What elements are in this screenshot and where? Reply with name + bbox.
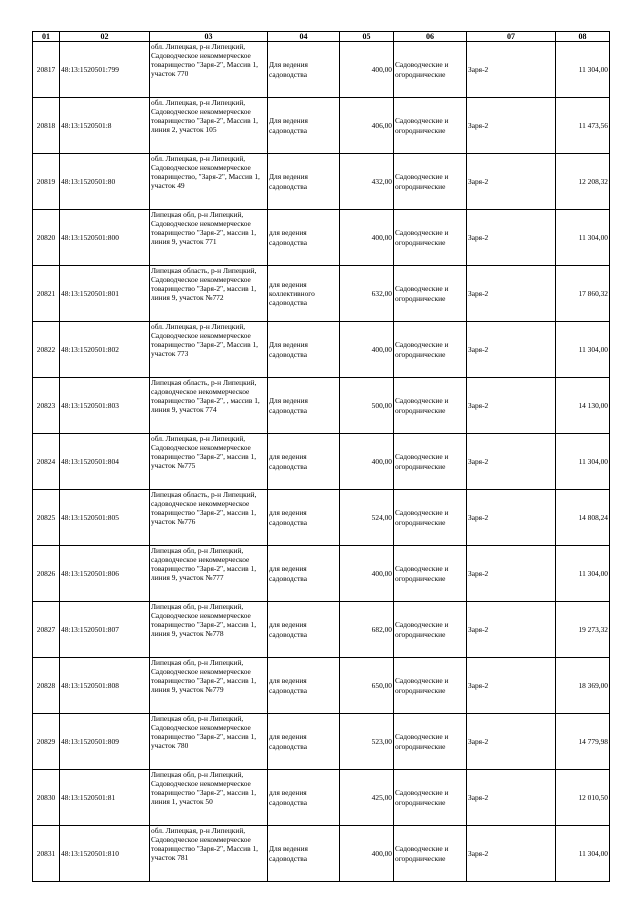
row-number-cell: 20819 xyxy=(33,154,60,210)
cadastral-number-cell: 48:13:1520501:803 xyxy=(60,378,150,434)
row-number-cell: 20827 xyxy=(33,602,60,658)
category-cell: Садоводческие и огороднические xyxy=(394,658,467,714)
partnership-name-cell: Заря-2 xyxy=(467,602,556,658)
partnership-name-cell: Заря-2 xyxy=(467,490,556,546)
address-text: обл. Липецкая, р-н Липецкий, Садоводческое некоммерческое товарищество, "Заря-2", Массив 1, участок 49 xyxy=(151,154,260,191)
column-header-05: 05 xyxy=(340,32,394,42)
table-row xyxy=(33,266,610,322)
table-row xyxy=(33,490,610,546)
category-cell: Садоводческие и огороднические xyxy=(394,98,467,154)
category-cell: Садоводческие и огороднические xyxy=(394,490,467,546)
cadastral-number-cell: 48:13:1520501:805 xyxy=(60,490,150,546)
table-row xyxy=(33,602,610,658)
address-text: обл. Липецкая, р-н Липецкий, Садоводческое некоммерческое товарищество "Заря-2", Массив 1, участок 781 xyxy=(151,826,259,863)
column-header-03: 03 xyxy=(150,32,268,42)
category-cell: Садоводческие и огороднические xyxy=(394,154,467,210)
partnership-name-cell: Заря-2 xyxy=(467,98,556,154)
permitted-use-cell: Для ведения садоводства xyxy=(268,154,340,210)
category-cell: Садоводческие и огороднические xyxy=(394,434,467,490)
cadastral-number-cell: 48:13:1520501:804 xyxy=(60,434,150,490)
address-cell xyxy=(150,602,268,658)
address-cell xyxy=(150,322,268,378)
cadastral-number-cell: 48:13:1520501:800 xyxy=(60,210,150,266)
column-header-02: 02 xyxy=(60,32,150,42)
partnership-name-cell: Заря-2 xyxy=(467,378,556,434)
cadastral-number-cell: 48:13:1520501:81 xyxy=(60,770,150,826)
value-cell: 11 304,00 xyxy=(556,42,610,98)
category-cell: Садоводческие и огороднические xyxy=(394,546,467,602)
area-cell: 523,00 xyxy=(340,714,394,770)
address-text: Липецкая обл, р-н Липецкий, Садоводческое некоммерческое товарищество "Заря-2", массив 1, линия 1, участок 50 xyxy=(151,770,257,807)
cadastral-number-cell: 48:13:1520501:810 xyxy=(60,826,150,882)
partnership-name-cell: Заря-2 xyxy=(467,658,556,714)
category-cell: Садоводческие и огороднические xyxy=(394,322,467,378)
value-cell: 11 304,00 xyxy=(556,434,610,490)
partnership-name-cell: Заря-2 xyxy=(467,770,556,826)
value-cell: 19 273,32 xyxy=(556,602,610,658)
area-cell: 524,00 xyxy=(340,490,394,546)
cadastral-number-cell: 48:13:1520501:808 xyxy=(60,658,150,714)
address-text: Липецкая область, р-н Липецкий, садоводческое некоммерческое товарищество "Заря-2", массив 1, участок №776 xyxy=(151,490,257,527)
table-row xyxy=(33,42,610,98)
table-row xyxy=(33,770,610,826)
address-text: Липецкая область, р-н Липецкий, садоводческое некоммерческое товарищество "Заря-2", , массив 1, линия 9, участок 774 xyxy=(151,378,260,415)
value-cell: 11 473,56 xyxy=(556,98,610,154)
area-cell: 400,00 xyxy=(340,322,394,378)
cadastral-number-cell: 48:13:1520501:8 xyxy=(60,98,150,154)
row-number-cell: 20818 xyxy=(33,98,60,154)
address-cell xyxy=(150,546,268,602)
value-cell: 18 369,00 xyxy=(556,658,610,714)
row-number-cell: 20831 xyxy=(33,826,60,882)
cadastral-number-cell: 48:13:1520501:801 xyxy=(60,266,150,322)
area-cell: 632,00 xyxy=(340,266,394,322)
permitted-use-cell: Для ведения садоводства xyxy=(268,826,340,882)
document-page xyxy=(32,31,609,882)
address-cell xyxy=(150,98,268,154)
address-cell xyxy=(150,714,268,770)
column-header-08: 08 xyxy=(556,32,610,42)
cadastral-number-cell: 48:13:1520501:807 xyxy=(60,602,150,658)
area-cell: 400,00 xyxy=(340,42,394,98)
address-cell xyxy=(150,210,268,266)
table-body xyxy=(33,42,610,882)
address-text: обл. Липецкая, р-н Липецкий, Садоводческое некоммерческое товарищество "Заря-2", массив 1, участок №775 xyxy=(151,434,257,471)
row-number-cell: 20822 xyxy=(33,322,60,378)
partnership-name-cell: Заря-2 xyxy=(467,210,556,266)
value-cell: 12 208,32 xyxy=(556,154,610,210)
table-row xyxy=(33,322,610,378)
value-cell: 17 860,32 xyxy=(556,266,610,322)
value-cell: 12 010,50 xyxy=(556,770,610,826)
address-text: обл. Липецкая, р-н Липецкий, Садоводческое некоммерческое товарищество "Заря-2", Массив 1, участок 773 xyxy=(151,322,259,359)
area-cell: 400,00 xyxy=(340,826,394,882)
partnership-name-cell: Заря-2 xyxy=(467,826,556,882)
partnership-name-cell: Заря-2 xyxy=(467,322,556,378)
cadastral-number-cell: 48:13:1520501:806 xyxy=(60,546,150,602)
table-row xyxy=(33,98,610,154)
permitted-use-cell: для ведения садоводства xyxy=(268,434,340,490)
land-plots-table xyxy=(32,31,610,882)
address-cell xyxy=(150,154,268,210)
address-text: обл. Липецкая, р-н Липецкий, Садоводческое некоммерческое товарищество "Заря-2", Массив 1, участок 770 xyxy=(151,42,259,79)
table-row xyxy=(33,714,610,770)
row-number-cell: 20825 xyxy=(33,490,60,546)
address-text: Липецкая обл, р-н Липецкий, садоводческое некоммерческое товарищество "Заря-2", массив 1, линия 9, участок №777 xyxy=(151,546,257,583)
value-cell: 11 304,00 xyxy=(556,546,610,602)
permitted-use-cell: для ведения садоводства xyxy=(268,210,340,266)
category-cell: Садоводческие и огороднические xyxy=(394,210,467,266)
area-cell: 432,00 xyxy=(340,154,394,210)
address-text: Липецкая обл, р-н Липецкий, Садоводческое некоммерческое товарищество "Заря-2", массив 1, линия 9, участок 771 xyxy=(151,210,257,247)
cadastral-number-cell: 48:13:1520501:809 xyxy=(60,714,150,770)
row-number-cell: 20820 xyxy=(33,210,60,266)
category-cell: Садоводческие и огороднические xyxy=(394,266,467,322)
row-number-cell: 20829 xyxy=(33,714,60,770)
address-cell xyxy=(150,658,268,714)
table-row xyxy=(33,378,610,434)
partnership-name-cell: Заря-2 xyxy=(467,546,556,602)
category-cell: Садоводческие и огороднические xyxy=(394,826,467,882)
column-header-07: 07 xyxy=(467,32,556,42)
category-cell: Садоводческие и огороднические xyxy=(394,714,467,770)
value-cell: 11 304,00 xyxy=(556,826,610,882)
value-cell: 14 130,00 xyxy=(556,378,610,434)
row-number-cell: 20823 xyxy=(33,378,60,434)
table-row xyxy=(33,154,610,210)
category-cell: Садоводческие и огороднические xyxy=(394,378,467,434)
row-number-cell: 20828 xyxy=(33,658,60,714)
row-number-cell: 20817 xyxy=(33,42,60,98)
area-cell: 500,00 xyxy=(340,378,394,434)
area-cell: 400,00 xyxy=(340,546,394,602)
address-text: Липецкая обл, р-н Липецкий, Садоводческое некоммерческое товарищество "Заря-2", массив 1, линия 9, участок №778 xyxy=(151,602,257,639)
address-cell xyxy=(150,434,268,490)
row-number-cell: 20826 xyxy=(33,546,60,602)
column-header-04: 04 xyxy=(268,32,340,42)
partnership-name-cell: Заря-2 xyxy=(467,154,556,210)
address-cell xyxy=(150,266,268,322)
area-cell: 400,00 xyxy=(340,434,394,490)
row-number-cell: 20830 xyxy=(33,770,60,826)
address-cell xyxy=(150,42,268,98)
permitted-use-cell: для ведения садоводства xyxy=(268,602,340,658)
address-text: обл. Липецкая, р-н Липецкий, Садоводческое некоммерческое товарищество "Заря-2", Массив 1, линия 2, участок 105 xyxy=(151,98,259,135)
table-row xyxy=(33,658,610,714)
permitted-use-cell: Для ведения садоводства xyxy=(268,98,340,154)
address-cell xyxy=(150,770,268,826)
permitted-use-cell: для ведения садоводства xyxy=(268,546,340,602)
address-cell xyxy=(150,378,268,434)
permitted-use-cell: для ведения садоводства xyxy=(268,490,340,546)
area-cell: 425,00 xyxy=(340,770,394,826)
category-cell: Садоводческие и огороднические xyxy=(394,770,467,826)
table-row xyxy=(33,210,610,266)
area-cell: 400,00 xyxy=(340,210,394,266)
permitted-use-cell: Для ведения садоводства xyxy=(268,322,340,378)
area-cell: 650,00 xyxy=(340,658,394,714)
permitted-use-cell: для ведения садоводства xyxy=(268,714,340,770)
column-header-06: 06 xyxy=(394,32,467,42)
cadastral-number-cell: 48:13:1520501:802 xyxy=(60,322,150,378)
value-cell: 14 779,98 xyxy=(556,714,610,770)
value-cell: 11 304,00 xyxy=(556,210,610,266)
permitted-use-cell: для ведения садоводства xyxy=(268,770,340,826)
area-cell: 406,00 xyxy=(340,98,394,154)
address-text: Липецкая область, р-н Липецкий, Садоводческое некоммерческое товарищество "Заря-2", массив 1, линия 9, участок №772 xyxy=(151,266,257,303)
row-number-cell: 20824 xyxy=(33,434,60,490)
row-number-cell: 20821 xyxy=(33,266,60,322)
value-cell: 11 304,00 xyxy=(556,322,610,378)
permitted-use-cell: Для ведения садоводства xyxy=(268,378,340,434)
table-row xyxy=(33,434,610,490)
address-cell xyxy=(150,490,268,546)
address-text: Липецкая обл, р-н Липецкий, Садоводческое некоммерческое товарищество "Заря-2", массив 1, линия 9, участок №779 xyxy=(151,658,257,695)
cadastral-number-cell: 48:13:1520501:799 xyxy=(60,42,150,98)
address-text: Липецкая обл, р-н Липецкий, Садоводческое некоммерческое товарищество "Заря-2", массив 1, участок 780 xyxy=(151,714,257,751)
partnership-name-cell: Заря-2 xyxy=(467,42,556,98)
table-row xyxy=(33,826,610,882)
cadastral-number-cell: 48:13:1520501:80 xyxy=(60,154,150,210)
permitted-use-cell: для ведения садоводства xyxy=(268,658,340,714)
permitted-use-cell: для ведения коллективного садоводства xyxy=(268,266,340,322)
partnership-name-cell: Заря-2 xyxy=(467,434,556,490)
column-header-01: 01 xyxy=(33,32,60,42)
category-cell: Садоводческие и огороднические xyxy=(394,42,467,98)
partnership-name-cell: Заря-2 xyxy=(467,266,556,322)
table-row xyxy=(33,546,610,602)
table-header-row xyxy=(33,32,610,42)
area-cell: 682,00 xyxy=(340,602,394,658)
partnership-name-cell: Заря-2 xyxy=(467,714,556,770)
category-cell: Садоводческие и огороднические xyxy=(394,602,467,658)
value-cell: 14 808,24 xyxy=(556,490,610,546)
permitted-use-cell: Для ведения садоводства xyxy=(268,42,340,98)
address-cell xyxy=(150,826,268,882)
